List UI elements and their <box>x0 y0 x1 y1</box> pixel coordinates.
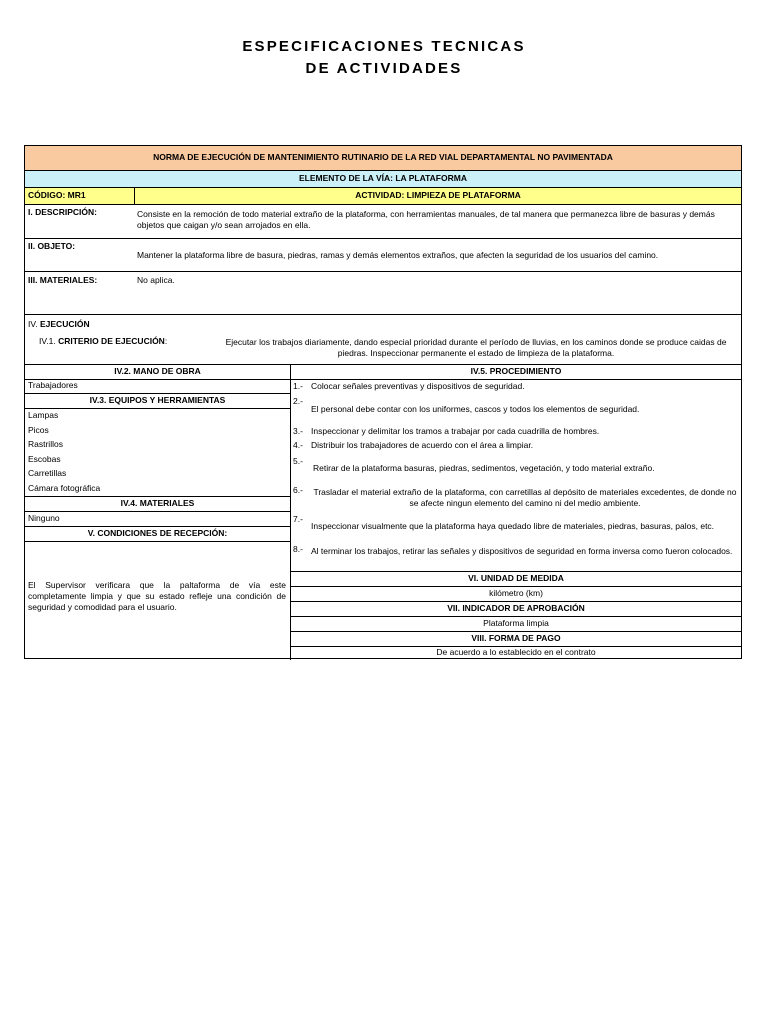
condiciones-text: El Supervisor verificara que la paltaforma de vía este completamente limpia y que su estado refleje una condición de seguridad y comodidad para el usuario. <box>28 580 286 612</box>
codigo-cell: CÓDIGO: MR1 <box>25 188 134 204</box>
step-number: 5.- <box>293 456 303 466</box>
descripcion-text: Consiste en la remoción de todo material extraño de la plataforma, con herramientas manuales, de tal manera que permanezca libre de basuras y demás objetos que caigan y/o sean arrojados en ella. <box>137 209 715 230</box>
equipo-item-escobas: Escobas <box>28 454 61 464</box>
equipo-item-lampas: Lampas <box>28 410 59 420</box>
step-text: Inspeccionar y delimitar los tramos a trabajar por cada cuadrilla de hombres. <box>311 426 600 436</box>
step-number: 1.- <box>293 381 303 391</box>
materiales-iv-header: IV.4. MATERIALES <box>120 498 195 508</box>
criterio-text: Ejecutar los trabajos diariamente, dando especial prioridad durante el período de lluvias, en los caminos donde se produce caidas de piedras. Inspeccionar permanente el estado de limpieza de la plataforma. <box>225 337 727 358</box>
equipo-item-camara: Cámara fotográfica <box>28 483 101 493</box>
step-number: 6.- <box>293 485 303 495</box>
step-number: 3.- <box>293 426 303 436</box>
materiales-iv-item: Ninguno <box>28 513 60 523</box>
unidad-header: VI. UNIDAD DE MEDIDA <box>468 573 564 583</box>
objeto-text: Mantener la plataforma libre de basura, piedras, ramas y demás elementos extraños, que afecten la seguridad de los usuarios del camino. <box>137 250 659 260</box>
objeto-label: II. OBJETO: <box>28 241 76 251</box>
criterio-heading <box>39 336 167 347</box>
norma-header: NORMA DE EJECUCIÓN DE MANTENIMIENTO RUTINARIO DE LA RED VIAL DEPARTAMENTAL NO PAVIMENTADA <box>25 146 741 170</box>
criterio-prefix: IV.1. <box>39 336 59 346</box>
mano-obra-item: Trabajadores <box>28 380 78 390</box>
step-text: Distribuir los trabajadores de acuerdo con el área a limpiar. <box>311 440 534 450</box>
materiales-label: III. MATERIALES: <box>28 275 98 285</box>
step-text: Retirar de la plataforma basuras, piedras, sedimentos, vegetación, y todo material extraño. <box>313 463 655 473</box>
equipo-item-picos: Picos <box>28 425 49 435</box>
unidad-value: kilómetro (km) <box>489 588 543 598</box>
step-text: El personal debe contar con los uniformes, cascos y todos los elementos de seguridad. <box>311 404 640 414</box>
descripcion-label: I. DESCRIPCIÓN: <box>28 207 97 217</box>
step-number: 8.- <box>293 544 303 554</box>
ejecucion-heading <box>28 319 90 330</box>
mano-obra-header: IV.2. MANO DE OBRA <box>114 366 201 376</box>
indicador-header: VII. INDICADOR DE APROBACIÓN <box>447 603 585 613</box>
step-text: Inspeccionar visualmente que la plataforma haya quedado libre de materiales, piedras, basuras, palos, etc. <box>311 521 715 531</box>
step-number: 4.- <box>293 440 303 450</box>
step-text: Trasladar el material extraño de la plataforma, con carretillas al depósito de materiales excedentes, de donde no se afecte ningun elemento del camino ni del medio ambiente. <box>313 487 737 508</box>
step-text: Colocar señales preventivas y dispositivos de seguridad. <box>311 381 525 391</box>
elemento-header: ELEMENTO DE LA VÍA: LA PLATAFORMA <box>25 171 741 187</box>
step-number: 7.- <box>293 514 303 524</box>
condiciones-header: V. CONDICIONES DE RECEPCIÓN: <box>87 528 228 538</box>
materiales-text: No aplica. <box>137 275 175 285</box>
forma-pago-header: VIII. FORMA DE PAGO <box>471 633 561 643</box>
ejecucion-prefix: IV. <box>28 319 40 329</box>
criterio-label: CRITERIO DE EJECUCIÓN <box>58 336 165 346</box>
equipos-header: IV.3. EQUIPOS Y HERRAMIENTAS <box>89 395 226 405</box>
indicador-value: Plataforma limpia <box>483 618 549 628</box>
procedimiento-header: IV.5. PROCEDIMIENTO <box>470 366 562 376</box>
document-title-line1: ESPECIFICACIONES TECNICAS <box>242 38 526 55</box>
forma-pago-value: De acuerdo a lo establecido en el contrato <box>436 647 596 657</box>
step-text: Al terminar los trabajos, retirar las señales y dispositivos de seguridad en forma inversa como fueron colocados. <box>311 546 733 556</box>
document-title-line2: DE ACTIVIDADES <box>305 60 463 77</box>
spec-sheet <box>24 145 742 659</box>
ejecucion-label: EJECUCIÓN <box>39 319 90 329</box>
criterio-colon: : <box>164 336 168 346</box>
equipo-item-carretillas: Carretillas <box>28 468 67 478</box>
equipo-item-rastrillos: Rastrillos <box>28 439 63 449</box>
step-number: 2.- <box>293 396 303 406</box>
actividad-cell: ACTIVIDAD: LIMPIEZA DE PLATAFORMA <box>135 188 741 204</box>
